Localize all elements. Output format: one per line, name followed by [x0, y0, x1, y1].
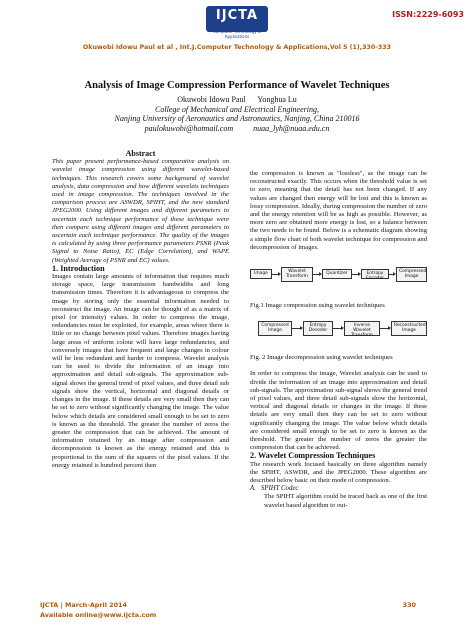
section-2-heading: 2. Wavelet Compression Techniques	[250, 451, 376, 461]
footer-issue: IJCTA | March-April 2014	[40, 601, 127, 609]
left-column	[52, 150, 229, 470]
fig2-arrow-1	[292, 328, 302, 329]
fig2-arrow-3	[380, 328, 390, 329]
running-head: Okuwobi Idowu Paul et al , Int.J.Computer Technology & Applications,Vol 5 (1),330-333	[82, 44, 392, 51]
issn-label: ISSN:2229-6093	[392, 10, 464, 19]
author-names: Okuwobi Idowu Paul Yonghua Lu	[177, 95, 297, 104]
affiliation-line-2: Nanjing University of Aeronautics and Astronautics, Nanjing, China 210016	[114, 114, 360, 124]
fig1-entropy-encoder-box: Entropy Encoder	[361, 269, 389, 279]
author-emails: paulokuwobi@hotmail.com nuaa_lyh@nuaa.edu.cn	[144, 123, 330, 133]
spiht-subsection-text: The SPIHT algorithm could be traced back as one of the first wavelet based algorithm to out-	[264, 493, 427, 509]
abstract-text: This paper present performance-based comparative analysis on wavelet image compression using different wavelet-based techniques. This research covers some background of wavelet analysis, data compression and how different wavelets techniques used in image compression. The techniques involved in the comparison process are ASWDR, SPIHT, and the new standard JPEG2000. Using different images and different parameters to ascertain each technique performance of these technique were then compare using different images and different parameters to ascertain each technique performance. The quality of the images is calculated by using three performance parameters PSNR (Peak Signal to Noise Ratio), EC (Edge Correlation), and WAPE (Weighted Average of PSNR and EC) values.	[52, 158, 229, 264]
fig1-wavelet-transform-box: Wavelet Transform	[281, 267, 313, 282]
fig2-arrow-2	[333, 328, 343, 329]
figure-2-caption: Fig. 2 Image decompression using wavelet techniques	[250, 354, 393, 362]
figure-2-decompression-flowchart	[250, 317, 427, 351]
fig2-reconstructed-image-box: Reconstructed Image	[391, 321, 427, 336]
figure-1-caption: Fig.1 Image compression using wavelet techniques	[250, 302, 385, 310]
fig2-entropy-decoder-box: Entropy Decoder	[303, 321, 333, 336]
introduction-heading: 1. Introduction	[52, 263, 105, 273]
fig1-quantizer-box: Quantizer	[322, 269, 352, 279]
fig1-compressed-image-box: Compressed Image	[396, 267, 427, 282]
footer-journal-info	[40, 601, 156, 620]
journal-logo-subtitle: International Journal of Computer Technology & Applications	[213, 24, 261, 39]
abstract-heading: Abstract	[125, 149, 156, 158]
author-block	[0, 95, 474, 133]
fig1-arrow-4	[389, 274, 395, 275]
fig1-arrow-3	[352, 274, 360, 275]
paragraph-wavelet-analysis: In order to compress the image, Wavelet analysis can be used to divide the information of an image into approximation and detail sub-signals. The approximation sub-signal shows the general trend of pixel values, and three detail sub-signals show the horizontal, vertical and diagonal details or changes in the image. If these details are very small then they can be set to zero without significantly changing the image. The value below which details are considered small enough to be set to zero is known as the threshold. The greater the number of zeros the greater the compression that can be achieved.	[250, 370, 427, 452]
affiliation-line-1: College of Mechanical and Electrical Engineering,	[155, 104, 319, 114]
introduction-text: Images contain large amounts of information that requires much storage space, large transmission bandwidths and long transmission times. Therefore it is advantageous to compress the image by storing only the essential information needed to reconstruct the image. An image can be thought of as a matrix of pixel (or intensity) values. In order to compress the image, redundancies must be exploited, for example, areas where there is little or no change between pixel values. Therefore images having large areas of uniform colour will have large redundancies, and conversely images that have frequent and large changes in colour will be less redundant and harder to compress. Wavelet analysis can be used to divide the information of an image into approximation and detail sub-signals. The approximation sub-signal shows the general trend of pixel values, and three detail sub signals show the vertical, horizontal and diagonal details or changes in the image. If these details are very small then they can be set to zero without significantly changing the image. The value below which details are considered small enough to be set to zero is known as the threshold. The greater the number of zeros the greater the compression that can be achieved. The amount of information retained by an image after compression and decompression is known as the energy retained and this is proportional to the sum of the squares of the pixel values. If the energy retained is hundred percent then	[52, 273, 229, 469]
fig2-inverse-wavelet-box: Inverse Wavelet Transform	[344, 321, 380, 336]
fig1-arrow-2	[313, 274, 321, 275]
paper-title: Analysis of Image Compression Performance of Wavelet Techniques	[84, 80, 390, 91]
footer-available-online: Available online@www.ijcta.com	[40, 610, 157, 619]
right-column	[250, 170, 427, 510]
figure-1-compression-flowchart	[250, 259, 427, 299]
fig1-image-box: Image	[250, 269, 272, 279]
page-number: 330	[402, 601, 416, 609]
fig1-arrow-1	[272, 274, 280, 275]
journal-logo: IJCTA	[206, 6, 268, 32]
fig2-compressed-image-box: Compressed Image	[258, 321, 292, 336]
paragraph-lossless: the compression is known as "lossless", as the image can be reconstructed exactly. This occurs when the threshold value is set to zero, meaning that the detail has not been changed. If any values are changed then energy will be lost and this is known as lossy compression. Ideally, during compression the number of zero and the energy retention will be as high as possible. However, as more zero are obtained more energy is lost, so a balance between the two needs to be found. Below is a schematic diagram showing a simple flow chart of both wavelet technique for compression and decompression of images.	[250, 170, 427, 251]
section-2-text: The research work focused basically on three algorithm namely the SPIHT, ASWDR, and the JPEG2000. These algorithm are described below basic on their mode of compression.	[250, 460, 427, 485]
spiht-subsection-heading: A. SPIHT Codec	[250, 485, 299, 493]
